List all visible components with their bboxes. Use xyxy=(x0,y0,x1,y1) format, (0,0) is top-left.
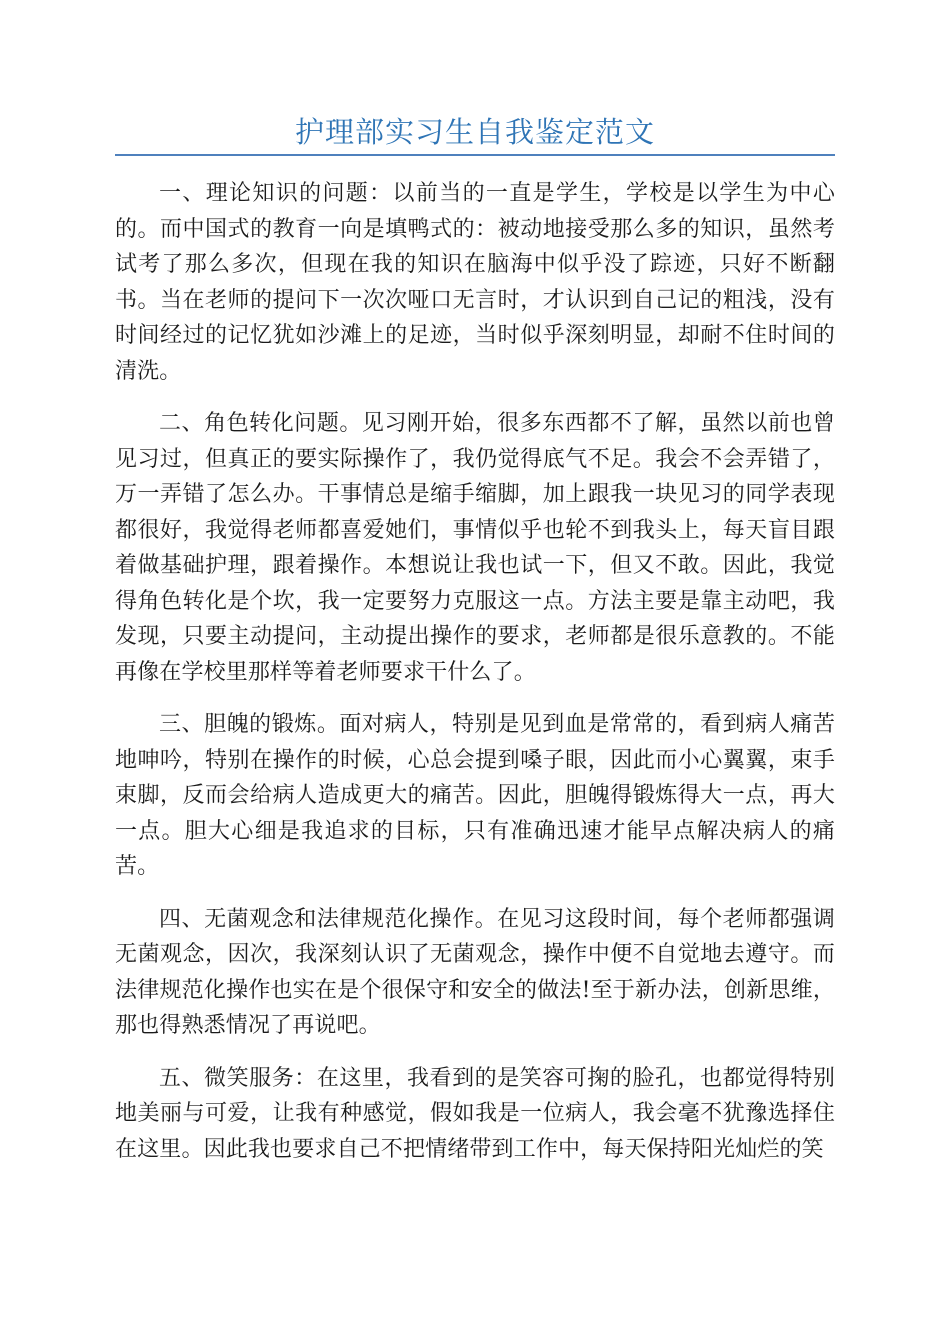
paragraph-2-role-transition: 二、角色转化问题。见习刚开始，很多东西都不了解，虽然以前也曾见习过，但真正的要实际操作了，我仍觉得底气不足。我会不会弄错了，万一弄错了怎么办。干事情总是缩手缩脚，加上跟我一块见习的同学表现都很好，我觉得老师都喜爱她们，事情似乎也轮不到我头上，每天盲目跟着做基础护理，跟着操作。本想说让我也试一下，但又不敢。因此，我觉得角色转化是个坎，我一定要努力克服这一点。方法主要是靠主动吧，我发现，只要主动提问，主动提出操作的要求，老师都是很乐意教的。不能再像在学校里那样等着老师要求干什么了。 xyxy=(115,411,835,685)
paragraph-5-smile-service: 五、微笑服务：在这里，我看到的是笑容可掬的脸孔，也都觉得特别地美丽与可爱，让我有种感觉，假如我是一位病人，我会毫不犹豫选择住在这里。因此我也要求自己不把情绪带到工作中，每天保持阳光灿烂的笑 xyxy=(115,1065,835,1162)
paragraph-3-courage-training: 三、胆魄的锻炼。面对病人，特别是见到血是常常的，看到病人痛苦地呻吟，特别在操作的时候，心总会提到嗓子眼，因此而小心翼翼，束手束脚，反而会给病人造成更大的痛苦。因此，胆魄得锻炼得大一点，再大一点。胆大心细是我追求的目标，只有准确迅速才能早点解决病人的痛苦。 xyxy=(115,712,835,879)
paragraph-4-aseptic-and-legal-operation: 四、无菌观念和法律规范化操作。在见习这段时间，每个老师都强调无菌观念，因次，我深刻认识了无菌观念，操作中便不自觉地去遵守。而法律规范化操作也实在是个很保守和安全的做法!至于新办法，创新思维，那也得熟悉情况了再说吧。 xyxy=(115,906,835,1038)
title-underline-divider xyxy=(115,154,835,156)
document-body xyxy=(115,176,835,1184)
document-title: 护理部实习生自我鉴定范文 xyxy=(294,115,655,149)
paragraph-1-theory-knowledge: 一、理论知识的问题：以前当的一直是学生，学校是以学生为中心的。而中国式的教育一向是填鸭式的：被动地接受那么多的知识，虽然考试考了那么多次，但现在我的知识在脑海中似乎没了踪迹，只好不断翻书。当在老师的提问下一次次哑口无言时，才认识到自己记的粗浅，没有时间经过的记忆犹如沙滩上的足迹，当时似乎深刻明显，却耐不住时间的清洗。 xyxy=(115,181,835,384)
